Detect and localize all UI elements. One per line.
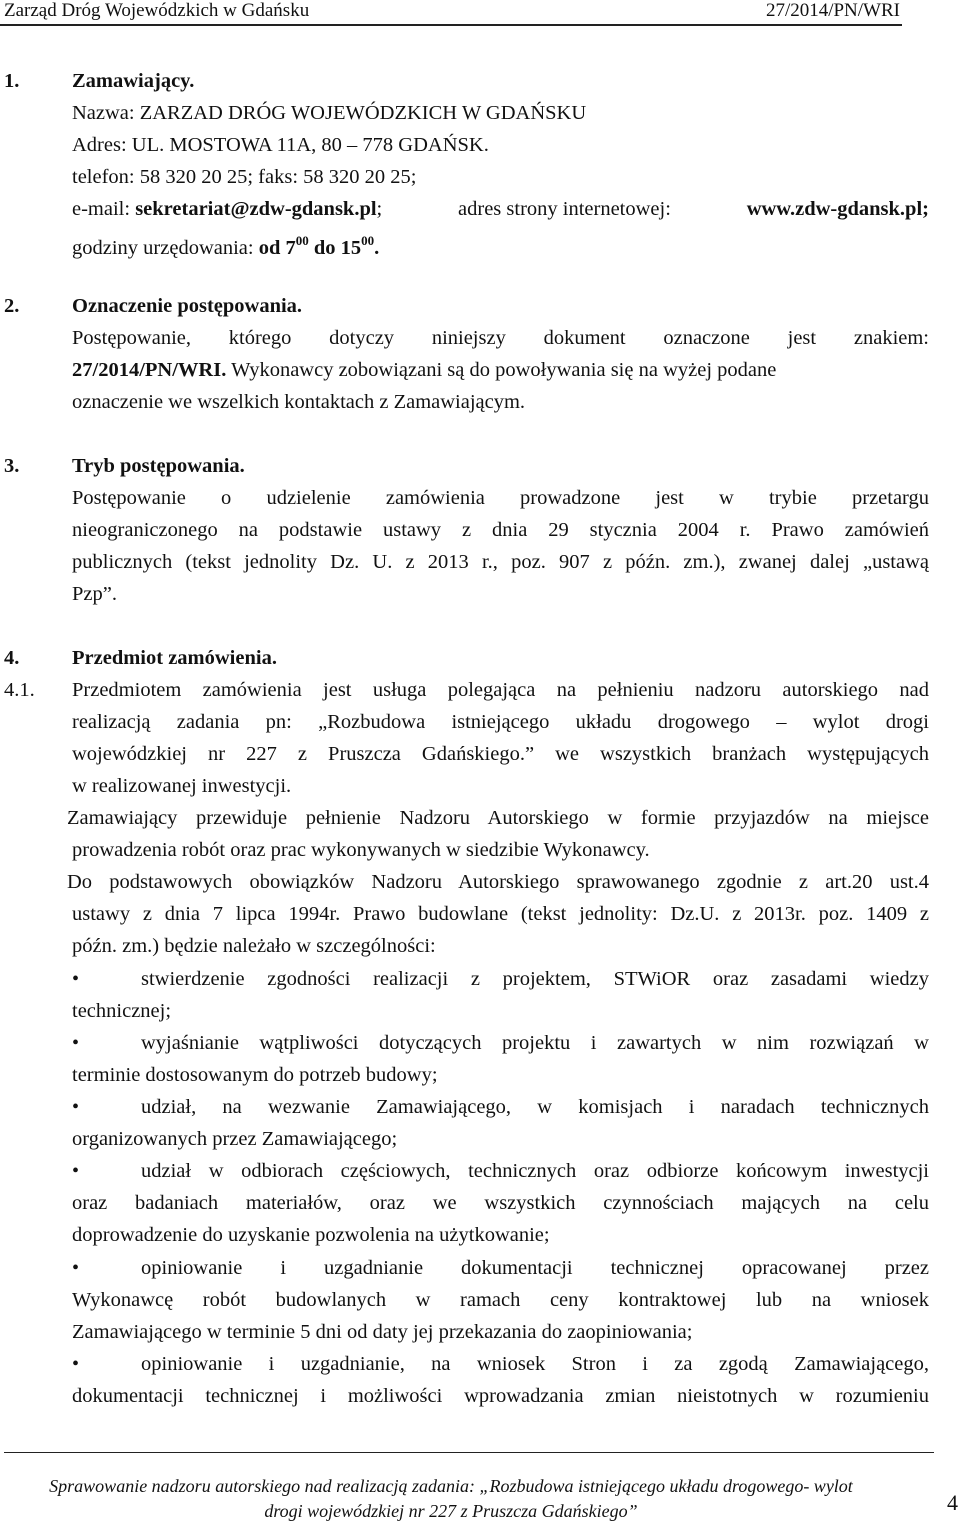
section-4-heading: 4. Przedmiot zamówienia. bbox=[4, 647, 277, 669]
bullet-icon: • bbox=[72, 968, 80, 990]
section-2-paragraph-line: Postępowanie, którego dotyczy niniejszy dokument oznaczone jest znakiem: bbox=[72, 327, 929, 349]
page-header bbox=[0, 0, 960, 24]
subsection-4-1-line: realizacją zadania pn: „Rozbudowa istniejącego układu drogowego – wylot drogi bbox=[72, 711, 929, 733]
page-number: 4 bbox=[947, 1490, 958, 1515]
bullet-icon: • bbox=[72, 1257, 80, 1279]
paragraph-line: Do podstawowych obowiązków Nadzoru Autorskiego sprawowanego zgodnie z art.20 ust.4 bbox=[67, 871, 929, 893]
section-3-paragraph-line: nieograniczonego na podstawie ustawy z dnia 29 stycznia 2004 r. Prawo zamówień bbox=[72, 519, 929, 541]
office-hours: godziny urzędowania: od $7^{00}$ do $15^{00}$. bbox=[72, 233, 380, 259]
bullet-item-line: Zamawiającego w terminie 5 dni od daty jej przekazania do zaopiniowania; bbox=[72, 1321, 693, 1343]
bullet-icon: • bbox=[72, 1096, 80, 1118]
header-organization: Zarząd Dróg Wojewódzkich w Gdańsku bbox=[4, 0, 310, 21]
bullet-item-line: doprowadzenie do uzyskanie pozwolenia na użytkowanie; bbox=[72, 1224, 550, 1246]
bullet-item-line: technicznej; bbox=[72, 1000, 172, 1022]
footer-divider bbox=[4, 1452, 934, 1453]
bullet-item-line: Wykonawcę robót budowlanych w ramach ceny kontraktowej lub na wniosek bbox=[72, 1289, 929, 1311]
bullet-item-line: terminie dostosowanym do potrzeb budowy; bbox=[72, 1064, 438, 1086]
paragraph-line: ustawy z dnia 7 lipca 1994r. Prawo budowlane (tekst jednolity: Dz.U. z 2013r. poz. 1409 z bbox=[72, 903, 929, 925]
footer-line: drogi wojewódzkiej nr 227 z Pruszcza Gdańskiego” bbox=[264, 1501, 638, 1521]
subsection-4-1-line: w realizowanej inwestycji. bbox=[72, 775, 292, 797]
bullet-item-line: wyjaśnianie wątpliwości dotyczących projektu i zawartych w nim rozwiązań w bbox=[141, 1032, 929, 1054]
footer-line: Sprawowanie nadzoru autorskiego nad realizacją zadania: „Rozbudowa istniejącego układu drogowego- wylot bbox=[49, 1476, 853, 1496]
bullet-item-line: udział, na wezwanie Zamawiającego, w komisjach i naradach technicznych bbox=[141, 1096, 929, 1118]
section-3-paragraph-line: publicznych (tekst jednolity Dz. U. z 2013 r., poz. 907 z późn. zm.), zwanej dalej „ustawą bbox=[72, 551, 929, 573]
bullet-item-line: organizowanych przez Zamawiającego; bbox=[72, 1128, 398, 1150]
header-reference: 27/2014/PN/WRI bbox=[765, 0, 900, 21]
subsection-4-1-number: 4.1. bbox=[4, 679, 35, 701]
subsection-4-1-line: Przedmiotem zamówienia jest usługa polegająca na pełnieniu nadzoru autorskiego nad bbox=[72, 679, 929, 701]
section-1-heading: 1. Zamawiający. bbox=[4, 70, 195, 92]
paragraph-line: późn. zm.) będzie należało w szczególności: bbox=[72, 935, 436, 957]
section-3-paragraph-line: Pzp”. bbox=[72, 583, 117, 605]
bullet-item-line: opiniowanie i uzgadnianie dokumentacji technicznej opracowanej przez bbox=[141, 1257, 929, 1279]
contracting-authority-address: Adres: UL. MOSTOWA 11A, 80 – 778 GDAŃSK. bbox=[72, 134, 489, 156]
contracting-authority-phone: telefon: 58 320 20 25; faks: 58 320 20 25; bbox=[72, 166, 417, 188]
page-footer bbox=[0, 1474, 902, 1524]
bullet-icon: • bbox=[72, 1032, 80, 1054]
bullet-item-line: opiniowanie i uzgadnianie, na wniosek Stron i za zgodą Zamawiającego, bbox=[141, 1353, 929, 1375]
paragraph-line: prowadzenia robót oraz prac wykonywanych w siedzibie Wykonawcy. bbox=[72, 839, 650, 861]
contracting-authority-email: e-mail: sekretariat@zdw-gdansk.pl; adres strony internetowej: www.zdw-gdansk.pl; bbox=[72, 198, 929, 220]
bullet-icon: • bbox=[72, 1160, 80, 1182]
section-3-paragraph-line: Postępowanie o udzielenie zamówienia prowadzone jest w trybie przetargu bbox=[72, 487, 929, 509]
header-divider bbox=[0, 24, 902, 26]
bullet-item-line: dokumentacji technicznej i możliwości wprowadzania zmian nieistotnych w rozumieniu bbox=[72, 1385, 929, 1407]
paragraph-line: Zamawiający przewiduje pełnienie Nadzoru Autorskiego w formie przyjazdów na miejsce bbox=[67, 807, 929, 829]
section-3-heading: 3. Tryb postępowania. bbox=[4, 455, 245, 477]
section-2-paragraph-line: 27/2014/PN/WRI. Wykonawcy zobowiązani są do powoływania się na wyżej podane bbox=[72, 359, 777, 381]
bullet-item-line: oraz badaniach materiałów, oraz we wszystkich czynnościach mających na celu bbox=[72, 1192, 929, 1214]
bullet-item-line: stwierdzenie zgodności realizacji z projektem, STWiOR oraz zasadami wiedzy bbox=[141, 968, 929, 990]
section-2-paragraph-line: oznaczenie we wszelkich kontaktach z Zamawiającym. bbox=[72, 391, 526, 413]
contracting-authority-name: Nazwa: ZARZAD DRÓG WOJEWÓDZKICH W GDAŃSKU bbox=[72, 102, 587, 124]
bullet-item-line: udział w odbiorach częściowych, technicznych oraz odbiorze końcowym inwestycji bbox=[141, 1160, 929, 1182]
subsection-4-1-line: wojewódzkiej nr 227 z Pruszcza Gdańskiego.” we wszystkich branżach występujących bbox=[72, 743, 929, 765]
section-2-heading: 2. Oznaczenie postępowania. bbox=[4, 295, 303, 317]
bullet-icon: • bbox=[72, 1353, 80, 1375]
